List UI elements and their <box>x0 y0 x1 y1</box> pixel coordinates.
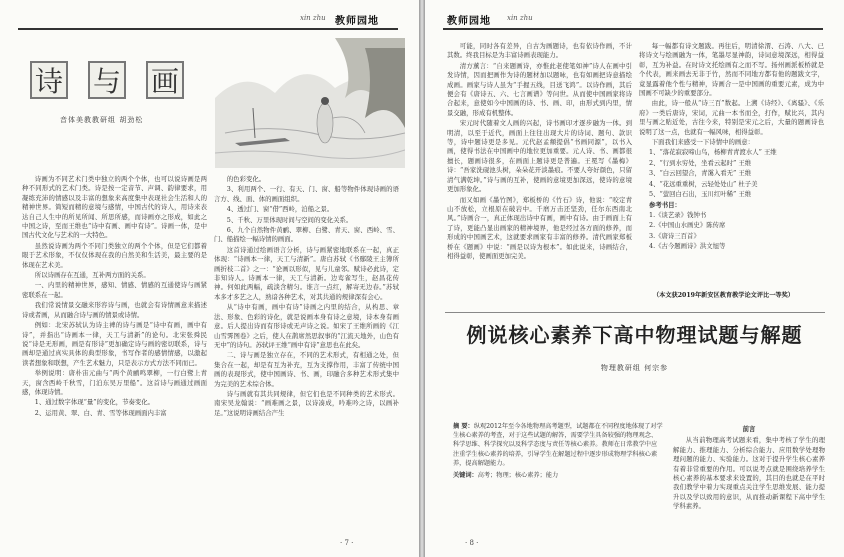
article-byline-2: 物理教研组 何宗参 <box>600 364 669 372</box>
article-title <box>30 55 200 115</box>
left-page <box>0 0 419 557</box>
paragraph: 4、透过门、窗“借”西岭，泊船之景。 <box>226 205 334 214</box>
paragraph: 二、诗与画是独立存在，不同的艺术形式，有相通之处，但集合在一起，却是有互为补充，互为支撑作用，丰富了传统中国画的表现形式，使中国画诗、书、画，印融合多种艺术形式集中为完美的艺术综合体。 <box>214 351 399 388</box>
abstract-block <box>453 422 663 480</box>
reference-item: 2.《中国山水画史》陈传席 <box>649 221 726 230</box>
article-byline: 音体美教教研组 胡劲松 <box>60 116 144 124</box>
paragraph: 所以诗画存在互通，互补两方面的关系。 <box>34 271 150 280</box>
paragraph: 我们常说情景交融来形容诗与画，也就会有诗情画意来描述诗或者画，从而融合诗与画的情景或诗情。 <box>22 301 207 319</box>
section-divider <box>445 312 825 313</box>
paragraph: 的色彩变化。 <box>226 175 266 183</box>
poem-line: 2、“行到水穷处，坐看云起时” 王维 <box>649 158 752 167</box>
right-page <box>425 0 844 557</box>
header-rule <box>443 28 823 30</box>
keywords-text: 高考；物理；核心素养；能力 <box>477 472 559 480</box>
left-column-1 <box>22 175 207 530</box>
paragraph: 2、运用黄、翠、白、青、雪等体现画面内丰富 <box>34 408 167 417</box>
poem-line: 5、“萤回白石出，玉川红叶稀” 王维 <box>649 190 752 199</box>
preface-column <box>673 425 825 535</box>
right-column-1 <box>447 42 632 304</box>
paragraph: 例如：北宋苏轼认为诗主裨的诗与画是“诗中有画，画中有诗”，并指出“诗画本一律，天工与清新”的论句。北宋张舜民说“诗是无形画，画是有形诗”更加确定诗与画的密切联系，诗与画却是通过真实具体的典型形象，书写作者的感情情感，以激起读者想象和联想，产生艺术魅力，只是表示方式方法不同而已。 <box>22 321 207 367</box>
title-char: 与 <box>88 61 126 99</box>
reference-item: 3.《唐诗三百首》 <box>649 231 700 240</box>
reference-item: 4.《古今题画诗》洪文旭等 <box>649 242 726 251</box>
paragraph: 可能，同时各有差异，自古为画题诗，也有依诗作画，不计其数。终我目标是为丰富诗画表现能力。 <box>447 42 632 60</box>
header-rule <box>18 28 398 30</box>
header-pinyin: xin zhu <box>507 14 533 22</box>
title-char: 诗 <box>30 61 68 99</box>
paragraph: 宋元时代随着文人画的兴起，诗书画印才逐步融为一体。到明清，以至于近代，画面上往往出现大片的诗词、题句、款识等，诗中题诗更是多见。元代赵孟頫提倡“书画同源”，以书入画，使得书法在中国画中的地位更加重要。元人诗、书、画都很擅长，题画诗很多，在画面上题诗更是普遍。王冕写《墨梅》诗：“吾家洗砚池头树，朵朵花开淡墨痕。不要人夸好颜色，只留清气满乾坤。”诗与画的互补，使画的意境更加深远，使诗的意境更加形象化。 <box>447 119 632 194</box>
paragraph: 6、九个自然物件黄鹂、翠柳、白鹭、青天、窗、西岭、雪、门、船描绘一幅诗情的画面。 <box>214 226 399 244</box>
paragraph: 3、利用两个、一行、有天、门、窗、船等物件体现诗画的语言方、线、面、体的画面组织。 <box>214 185 399 203</box>
paragraph: 5、千秋、万里体现时间与空间的变化关系。 <box>226 215 353 224</box>
landscape-illustration <box>215 38 405 168</box>
paragraph: 1、通过数字体现“量”的变化，节奏变化。 <box>34 398 155 407</box>
abstract-text: 纵观2012年至今各地物理高考题型，试题都在不同程度地体现了对学生核心素养的考查，对于这些试题的解答，需要学生具备较强的物理观念、科学思维、科学探究以及科学态度与责任等核心素养。教师在日常教学中应注重学生核心素养的培养，引导学生在解题过程中逐步形成物理学科核心素养，提高解题能力。 <box>453 423 663 467</box>
title-char: 画 <box>146 61 184 99</box>
paragraph: 诗与画就有其共同规律，但它们也是不同种类的艺术形式。南宋吴龙翰说：“画难画之景，以诗凑成，吟难吟之诗，以画补足。”这说明诗画结合产生 <box>214 389 399 417</box>
paragraph: 从“诗中有画，画中有诗”诗画之内里的结合，从构思、章法、形象、色彩的诗化，就是说画本身有诗之意境，诗本身有画意。后人提出诗而有形诗或无声诗之说。如宋了王维所画的《江山雪霁图卷》之后，使人在鹊席然思叙事的“江流天地外，山色有无中”的诗句。苏轼评王维“画中有诗”意思也在此矣。 <box>214 303 399 349</box>
left-column-2 <box>214 175 399 530</box>
poem-line: 4、“花远重重树，云轻处处山” 杜子美 <box>649 179 758 188</box>
paragraph: 一、内里的精神世界，感知、情感、情感的互通使诗与画紧密联系在一起。 <box>22 281 207 299</box>
paragraph: 举例说明：唐朴宙元曲与“两个黄鹂鸣翠柳，一行白鹭上青天，窗含西岭千秋雪，门泊东吴万里船”。这首诗与画通过画面感，体现诗情。 <box>22 369 207 396</box>
paragraph: 每一幅都有诗文题跋。再往后，明清徐渭、石涛、八大、已将诗文与绘画融为一体，笔墨尽显神韵，诗词意境深远，相得益彰，互为补益。在时诗文托绘画有之而不写。扬州画派板桥就是个代表，画来画去无非于竹，然而不同地方都有他的题跋文字，竟显露着他个性与精神，诗画合一是中国画的重要元素，成为中国画不可缺少的重要部分。 <box>639 42 824 98</box>
references-title: 参考书目： <box>649 200 681 209</box>
paragraph: 虽然说诗画为两个不同门类独立的两个个体，但是它们都着眼于艺术形象，不仅仅体现在我的自然美和生活美，最主要的是体现在艺术美。 <box>22 241 207 269</box>
header-section-title: 教师园地 <box>335 16 379 27</box>
source-note: （本文获2019年新安区教育教学论文评比一等奖） <box>653 292 794 299</box>
page-number: · 8 · <box>465 539 479 547</box>
poem-line: 3、“白云回望合，青霭入看无” 王维 <box>649 169 752 178</box>
paragraph: 诗画为不同艺术门类中独立的两个个体，也可以说诗画是两种不同形式的艺术门类。诗是按一定音节、声调、韵律要求，用凝练充沛的情感以及丰富的想象来高度集中表现社会生活和人的精神世界。简短而精的意境与感情，中国古代的诗人，用诗来表达自己人生中的所见所闻、所思所感，而诗画亦之形成，如此之中国之诗，至而王维也“诗中有画、画中有诗”。诗画一体，是中国古代文化与艺术的一大特色。 <box>22 175 207 240</box>
right-column-2 <box>639 42 824 288</box>
poem-line: 1、“落花寂寂啼山鸟，杨柳青青渡水人” 王维 <box>649 148 777 157</box>
paragraph: 下面我们来感受一下诗情中的画意： <box>651 138 755 147</box>
keywords-label: 关键词： <box>453 472 478 480</box>
paragraph: 清方薰言：“自来题画诗，亦惟此老使笔如神”诗人在画中引发诗情，因而把画作为诗的题材加以题咏，也有如画把诗意描绘成画。画家与诗人虽为“手握五线，目送飞鸿”。以诗作画，其后便会有《唐诗五、六、七言画谱》等问世。从而使中国画家将诗合起来，意使如今中国画的诗、书、画、印，由形式到内里，情景交融，形成有机整体。 <box>447 61 632 117</box>
header-pinyin: xin zhu <box>300 14 326 22</box>
page-number: · 7 · <box>340 539 354 547</box>
reference-item: 1.《谈艺录》钱钟书 <box>649 210 707 219</box>
paragraph: 而又如画《墨竹图》，郑板桥的《竹石》诗，他说：“咬定青山不放松，立根原在破岩中。千磨万击还坚劲，任尔东西南北风。”诗画合一，真正体现出诗中有画，画中有诗。由于画面上有了诗，更能凸显出画家的精神境界，他是经过各方面的修养，而形成的中国画艺术，这就要求画家有丰富的修养。清代画家郑板桥在《题画》中说：“画是以诗为根本”。如此说来，诗画结合，相得益彰，使画面更加完美。 <box>447 195 632 260</box>
header-section-title: 教师园地 <box>447 16 491 27</box>
paragraph: 这首诗通过绘画语言分析，诗与画紧密地联系在一起，真正体现：“诗画本一律，天工与清新”。唐白苏轼《书鄢陵王主簿所画折枝二首》之一：“论画以形似，见与儿童邻。赋诗必此诗，定非知诗人。诗画本一律，天工与清新。边鸾雀写生，赵昌花传神。何如此两幅，疏淡含精匀。谁言一点红，解寄无边春。”苏轼本多才多艺之人，熟谙各种艺术，对其共通的规律深有会心。 <box>214 245 399 301</box>
article-title-2: 例说核心素养下高中物理试题与解题 <box>466 323 803 347</box>
paragraph: 由此，诗一般从“诗三百”数起。上溯《诗经》、《离骚》、《乐府》一类后唐诗，宋词，元曲一本书而全，打作，赋比兴，其内里与画之贴近处，古往今来，特别是宋元之后，大量的题画诗也说明了这一点，也就有一幅风味，相得益彰。 <box>639 99 824 136</box>
preface-title: 前言 <box>742 425 756 433</box>
paragraph: 从当前物理高考试题来看，集中考核了学生的理解能力、推理能力、分析综合能力、应用数学处理物理问题的能力、实验能力。这对于提升学生核心素养有着非常重要的作用。可以说考点就是围绕培养学生核心素养的基本要求来设置的，其目的也就是在平时我们教学中着力实现重点关注学生思维发展、能力提升以及学以致用的意识，从而推动新课程下高中学生学科素养。 <box>673 436 825 511</box>
abstract-label: 摘 要： <box>453 423 474 430</box>
